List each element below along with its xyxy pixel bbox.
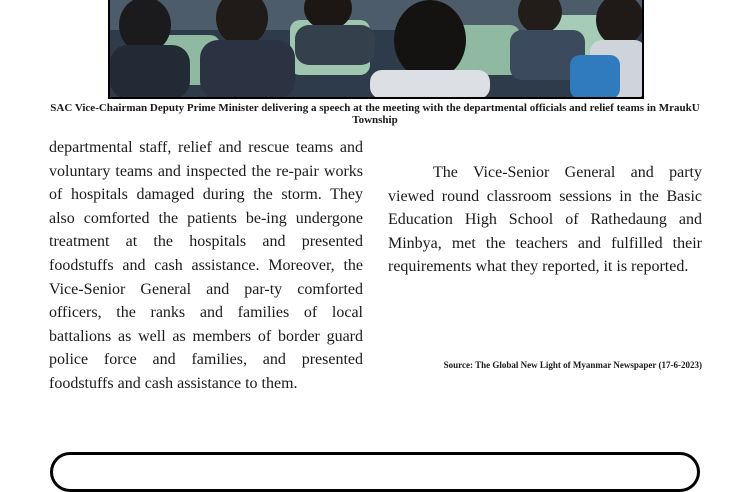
- rounded-frame: [50, 452, 700, 492]
- right-column-text: The Vice-Senior General and party viewed round classroom sessions in the Basic Education High School of Rathedaung and Minbya, met the teachers and fulfilled their requirements what they reported, it is reported.: [388, 164, 702, 276]
- meeting-photo: [108, 0, 644, 99]
- left-column-text: departmental staff, relief and rescue teams and voluntary teams and inspected the re-pair works of hospitals damaged during the storm. They also comforted the patients be-ing undergone treatment at the hospitals and presented foodstuffs and cash assistance. Moreover, the Vice-Senior General and par-ty comforted officers, the ranks and families of local battalions as well as members of border guard police force and families, and presented foodstuffs and cash assistance to them.: [49, 139, 363, 392]
- photo-caption: SAC Vice-Chairman Deputy Prime Minister delivering a speech at the meeting with the departmental officials and relief teams in MraukU Township: [50, 102, 700, 126]
- article-right-column: [388, 161, 702, 279]
- article-left-column: [49, 136, 363, 396]
- meeting-audience-photo: [110, 0, 644, 99]
- source-credit: Source: The Global New Light of Myanmar Newspaper (17-6-2023): [443, 360, 702, 370]
